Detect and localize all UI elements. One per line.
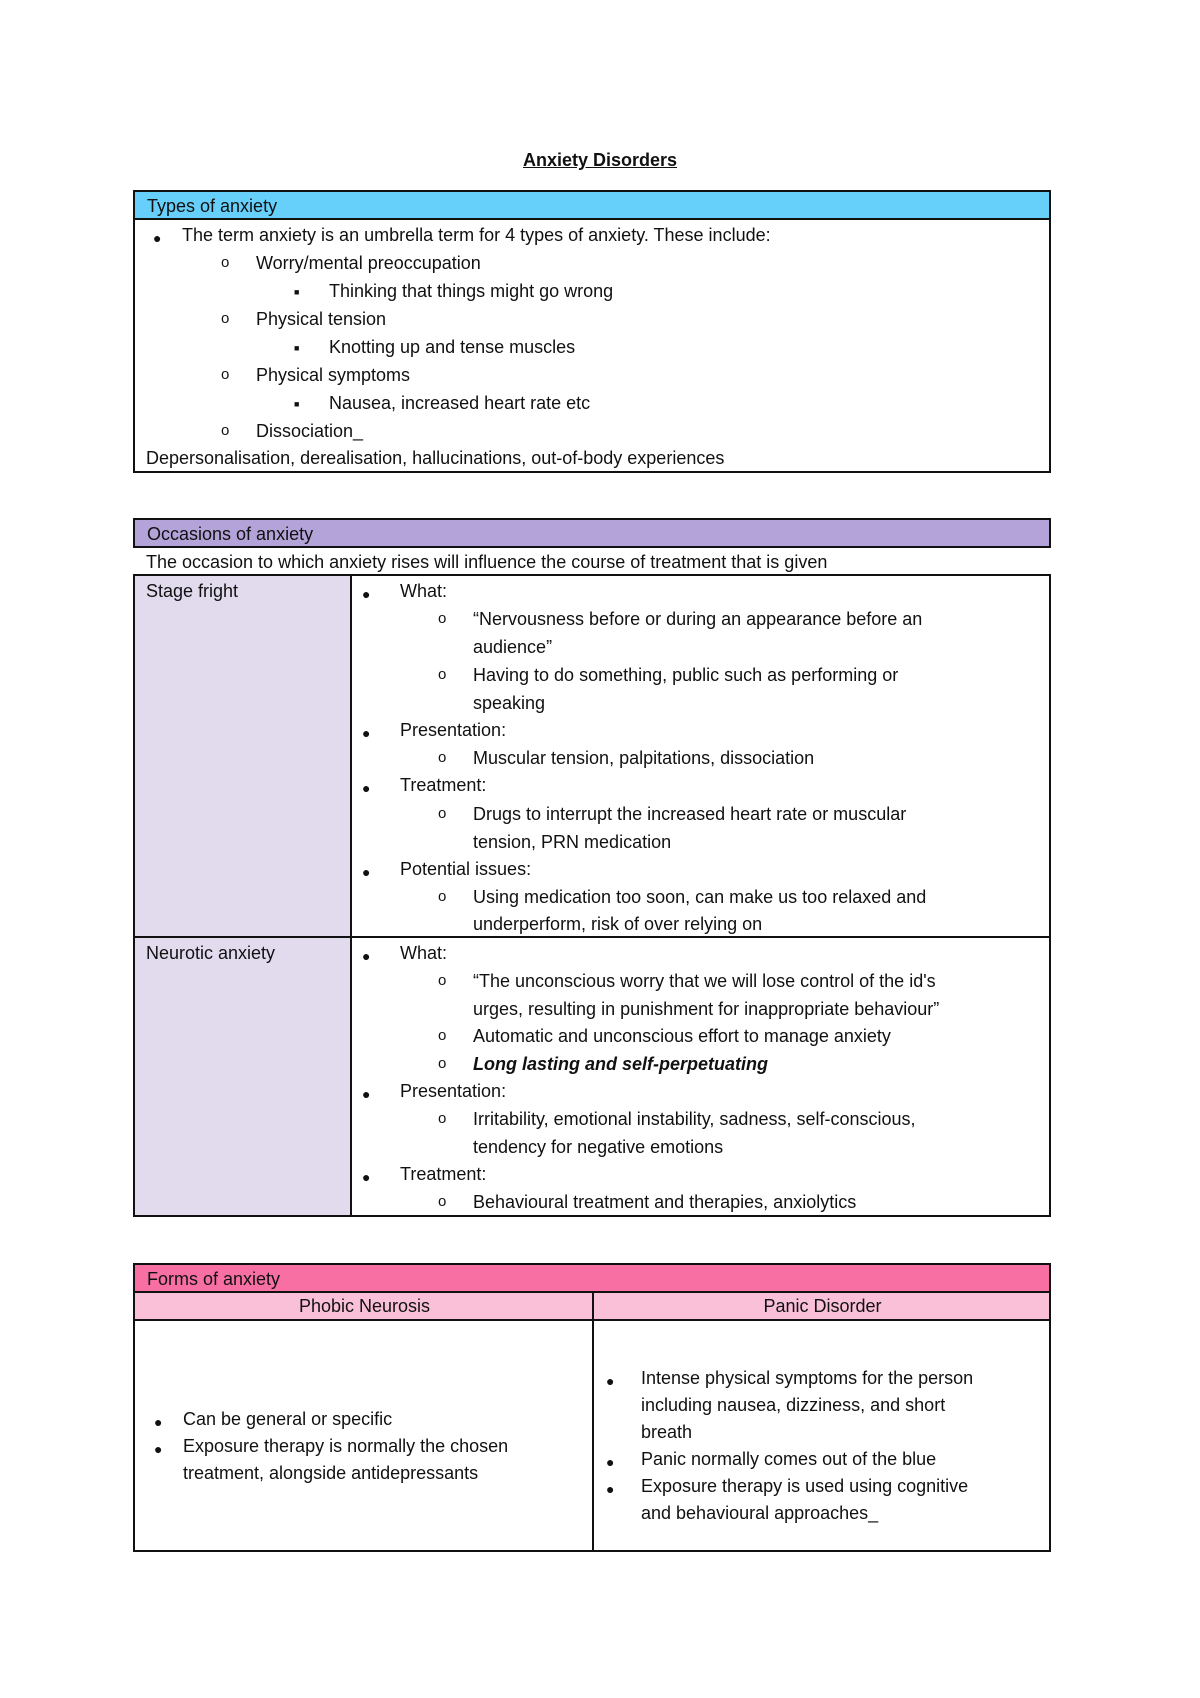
hollow-bullet-icon: o bbox=[221, 366, 230, 383]
phobic-b1: Can be general or specific bbox=[183, 1409, 393, 1429]
na-treatment-1: Behavioural treatment and therapies, anxiolytics bbox=[473, 1192, 857, 1212]
hollow-bullet-icon: o bbox=[438, 888, 447, 905]
panic-b3a: Exposure therapy is used using cognitive bbox=[641, 1476, 969, 1496]
bullet-icon: ● bbox=[362, 586, 371, 602]
hollow-bullet-icon: o bbox=[221, 254, 230, 271]
bullet-icon: ● bbox=[362, 780, 371, 796]
hollow-bullet-icon: o bbox=[438, 805, 447, 822]
hollow-bullet-icon: o bbox=[438, 610, 447, 627]
types-item-3-detail: Nausea, increased heart rate etc bbox=[329, 393, 591, 413]
sf-treatment-1a: Drugs to interrupt the increased heart rate or muscular bbox=[473, 804, 907, 824]
bullet-icon: ● bbox=[362, 1086, 371, 1102]
types-item-2-detail: Knotting up and tense muscles bbox=[329, 337, 576, 357]
bullet-icon: ● bbox=[362, 1169, 371, 1185]
bullet-icon: ● bbox=[153, 230, 162, 246]
hollow-bullet-icon: o bbox=[438, 1027, 447, 1044]
sf-issues-1b: underperform, risk of over relying on bbox=[473, 914, 763, 934]
square-bullet-icon: ■ bbox=[294, 343, 300, 353]
stage-fright-label: Stage fright bbox=[146, 581, 239, 601]
types-item-4: Dissociation_ bbox=[256, 421, 364, 441]
hollow-bullet-icon: o bbox=[438, 749, 447, 766]
forms-heading: Forms of anxiety bbox=[147, 1269, 281, 1289]
occasions-heading: Occasions of anxiety bbox=[147, 524, 314, 544]
types-intro: The term anxiety is an umbrella term for 4 types of anxiety. These include: bbox=[182, 225, 771, 245]
sf-what-2a: Having to do something, public such as performing or bbox=[473, 665, 899, 685]
panic-title: Panic Disorder bbox=[763, 1296, 882, 1316]
square-bullet-icon: ■ bbox=[294, 287, 300, 297]
hollow-bullet-icon: o bbox=[438, 666, 447, 683]
bullet-icon: ● bbox=[362, 864, 371, 880]
types-item-2: Physical tension bbox=[256, 309, 387, 329]
bullet-icon: ● bbox=[606, 1373, 615, 1389]
neurotic-label: Neurotic anxiety bbox=[146, 943, 276, 963]
panic-b3b: and behavioural approaches_ bbox=[641, 1503, 879, 1523]
na-what-1a: “The unconscious worry that we will lose control of the id's bbox=[473, 971, 936, 991]
bullet-icon: ● bbox=[362, 725, 371, 741]
square-bullet-icon: ■ bbox=[294, 399, 300, 409]
table-divider bbox=[592, 1291, 594, 1552]
table-divider bbox=[350, 574, 352, 1217]
panic-b2: Panic normally comes out of the blue bbox=[641, 1449, 937, 1469]
hollow-bullet-icon: o bbox=[438, 972, 447, 989]
bullet-icon: ● bbox=[606, 1481, 615, 1497]
na-presentation: Presentation: bbox=[400, 1081, 507, 1101]
sf-what-2b: speaking bbox=[473, 693, 546, 713]
sf-issues-1a: Using medication too soon, can make us too relaxed and bbox=[473, 887, 927, 907]
sf-what: What: bbox=[400, 581, 448, 601]
panic-b1b: including nausea, dizziness, and short bbox=[641, 1395, 946, 1415]
sf-what-1a: “Nervousness before or during an appearance before an bbox=[473, 609, 923, 629]
na-presentation-1b: tendency for negative emotions bbox=[473, 1137, 724, 1157]
phobic-b2b: treatment, alongside antidepressants bbox=[183, 1463, 479, 1483]
sf-presentation-1: Muscular tension, palpitations, dissociation bbox=[473, 748, 815, 768]
bullet-icon: ● bbox=[606, 1454, 615, 1470]
types-item-4-detail: Depersonalisation, derealisation, hallucinations, out-of-body experiences bbox=[146, 448, 725, 468]
hollow-bullet-icon: o bbox=[221, 422, 230, 439]
hollow-bullet-icon: o bbox=[438, 1055, 447, 1072]
sf-issues: Potential issues: bbox=[400, 859, 532, 879]
types-item-3: Physical symptoms bbox=[256, 365, 411, 385]
na-treatment: Treatment: bbox=[400, 1164, 487, 1184]
sf-treatment: Treatment: bbox=[400, 775, 487, 795]
sf-treatment-1b: tension, PRN medication bbox=[473, 832, 672, 852]
phobic-title: Phobic Neurosis bbox=[298, 1296, 431, 1316]
page-title: Anxiety Disorders bbox=[522, 150, 678, 170]
forms-header bbox=[133, 1263, 1051, 1293]
sf-what-1b: audience” bbox=[473, 637, 553, 657]
hollow-bullet-icon: o bbox=[221, 310, 230, 327]
sf-presentation: Presentation: bbox=[400, 720, 507, 740]
hollow-bullet-icon: o bbox=[438, 1110, 447, 1127]
na-presentation-1a: Irritability, emotional instability, sadness, self-conscious, bbox=[473, 1109, 916, 1129]
table-divider bbox=[133, 936, 1051, 938]
bullet-icon: ● bbox=[154, 1414, 163, 1430]
phobic-b2a: Exposure therapy is normally the chosen bbox=[183, 1436, 509, 1456]
occasions-header bbox=[133, 518, 1051, 548]
types-heading: Types of anxiety bbox=[147, 196, 278, 216]
occasions-intro: The occasion to which anxiety rises will influence the course of treatment that is given bbox=[146, 552, 828, 572]
na-what-3: Long lasting and self-perpetuating bbox=[473, 1054, 769, 1074]
na-what-2: Automatic and unconscious effort to manage anxiety bbox=[473, 1026, 891, 1046]
types-item-1-detail: Thinking that things might go wrong bbox=[329, 281, 614, 301]
na-what-1b: urges, resulting in punishment for inappropriate behaviour” bbox=[473, 999, 940, 1019]
types-item-1: Worry/mental preoccupation bbox=[256, 253, 481, 273]
na-what: What: bbox=[400, 943, 448, 963]
bullet-icon: ● bbox=[154, 1441, 163, 1457]
panic-b1a: Intense physical symptoms for the person bbox=[641, 1368, 974, 1388]
types-header bbox=[133, 190, 1051, 220]
hollow-bullet-icon: o bbox=[438, 1193, 447, 1210]
bullet-icon: ● bbox=[362, 948, 371, 964]
panic-b1c: breath bbox=[641, 1422, 693, 1442]
